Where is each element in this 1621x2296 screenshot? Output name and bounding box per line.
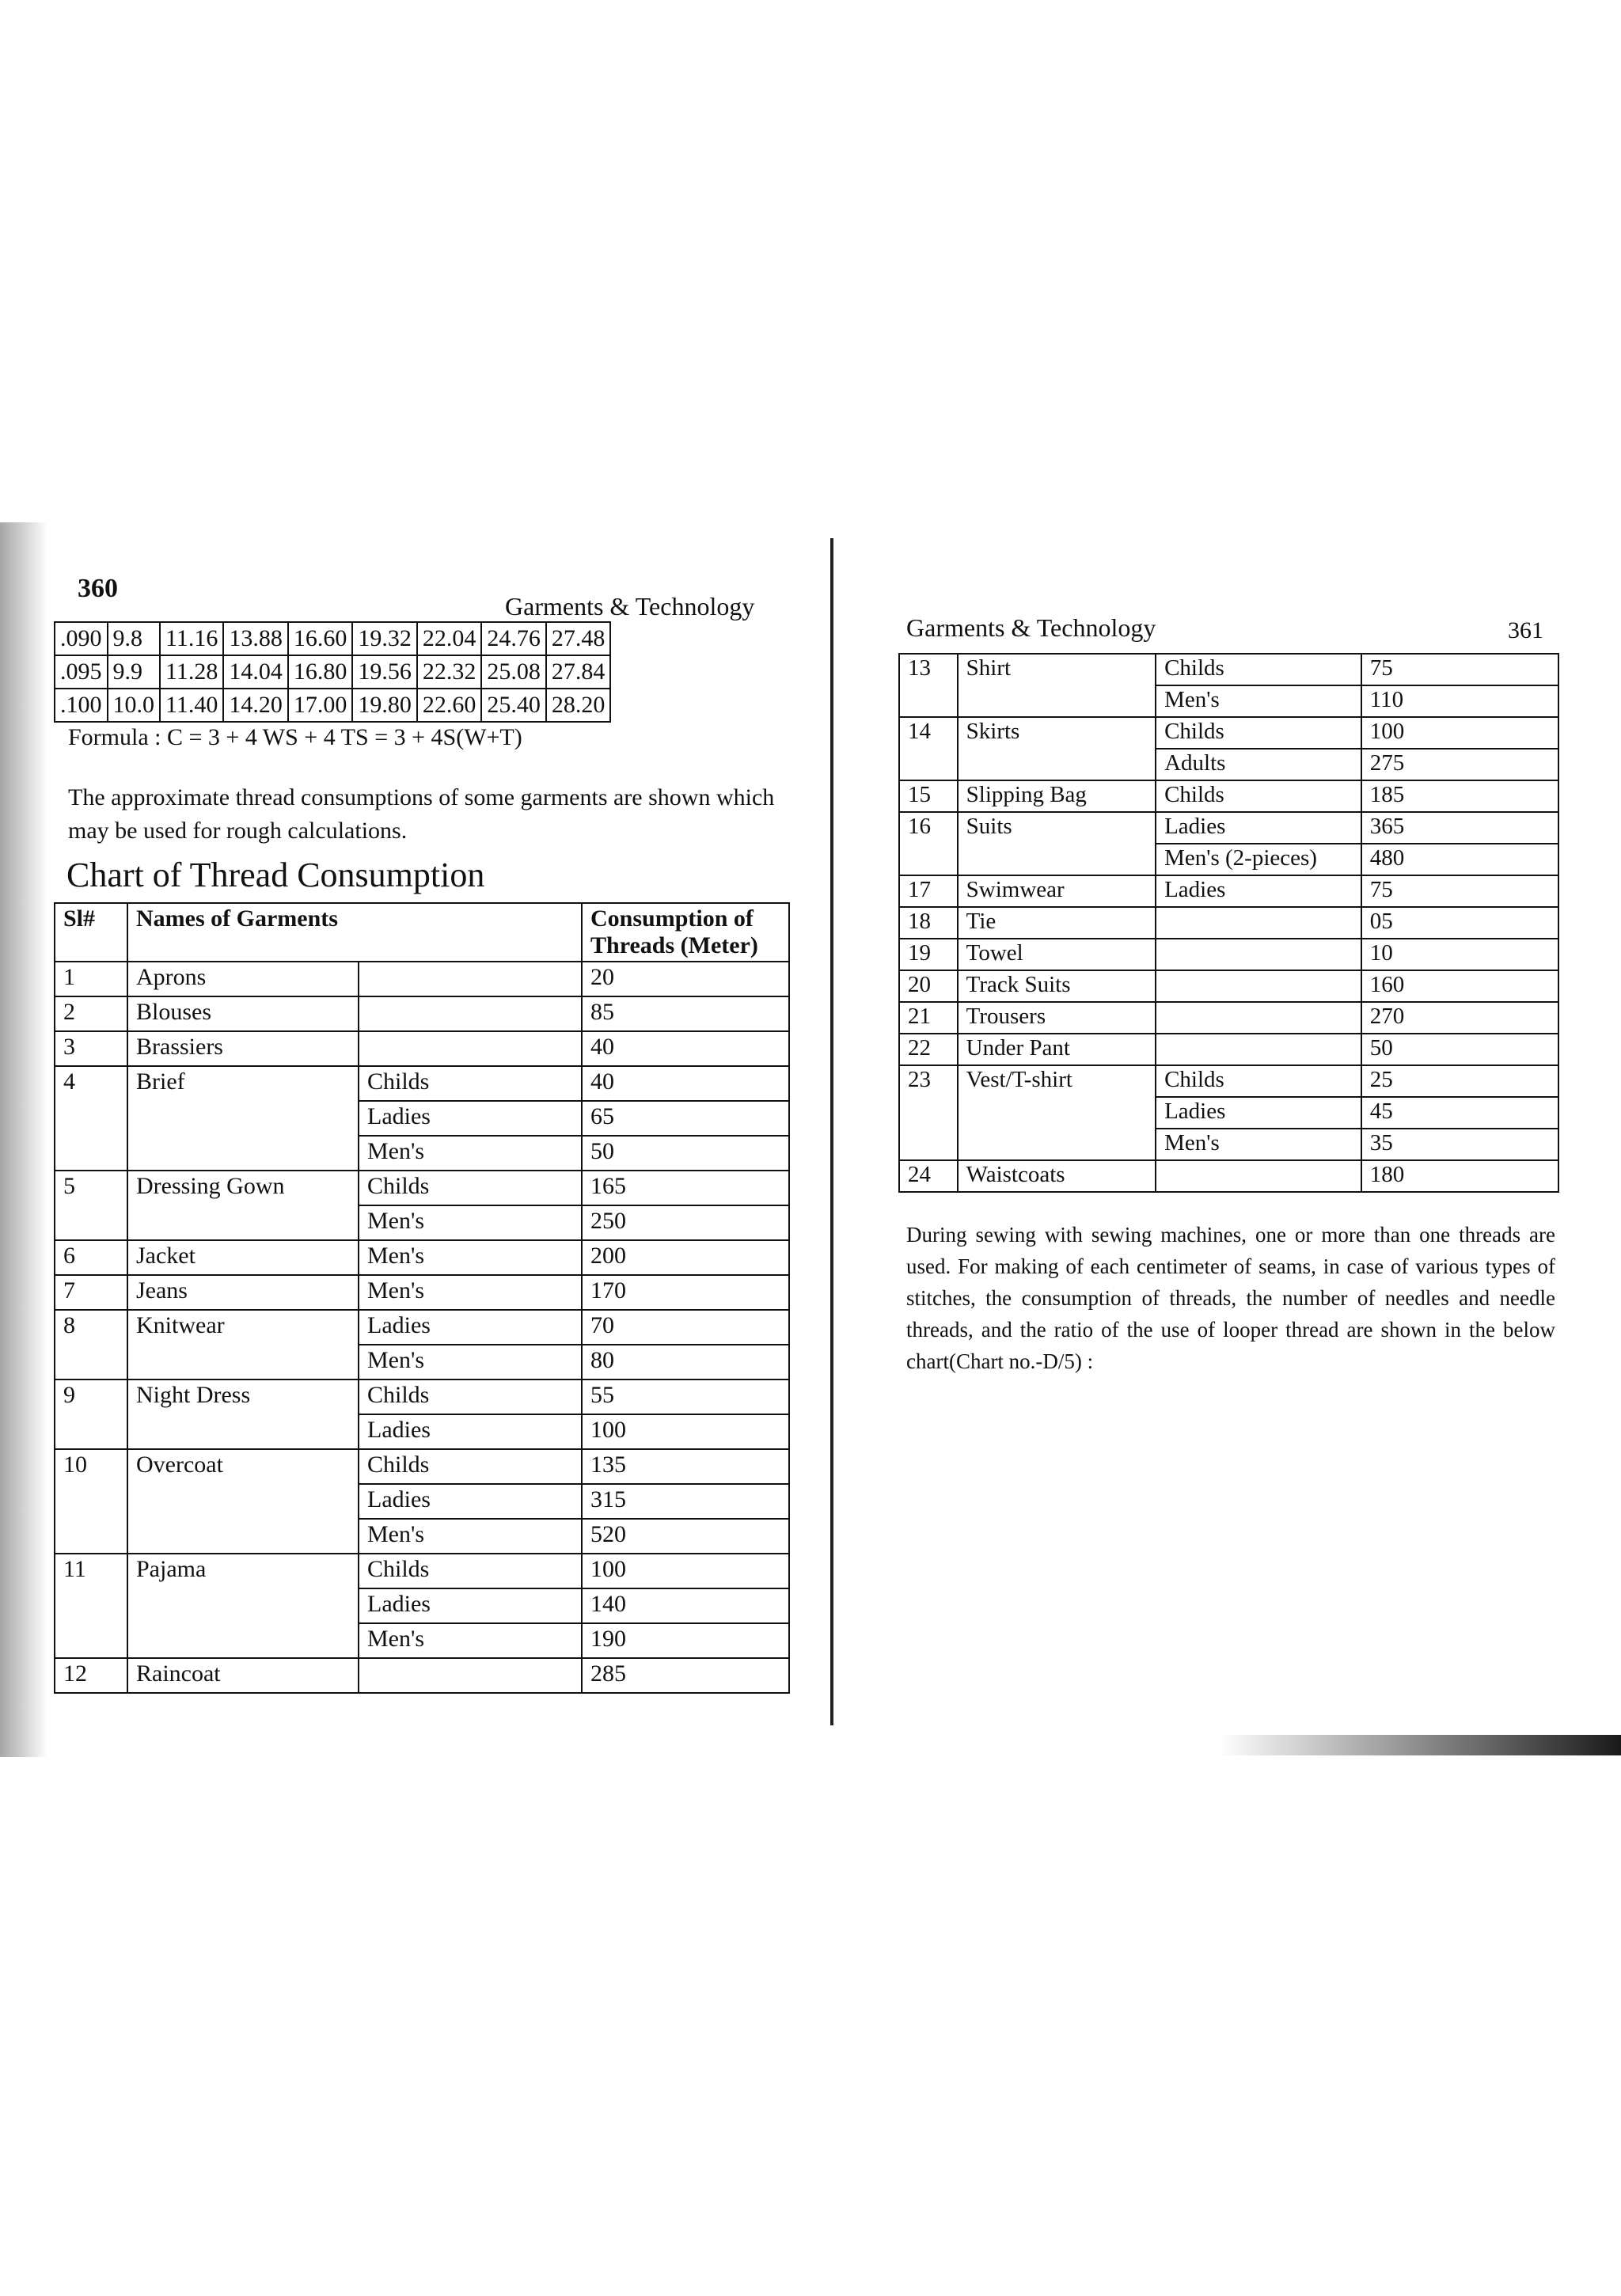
garment-category: Ladies	[1156, 875, 1361, 907]
garment-category: Ladies	[359, 1588, 582, 1623]
top-values-table	[54, 621, 611, 723]
table-row	[55, 1379, 789, 1414]
garment-category: Childs	[1156, 717, 1361, 749]
garment-category: Men's (2-pieces)	[1156, 844, 1361, 875]
consumption-value: 270	[1361, 1002, 1558, 1034]
garment-category: Childs	[359, 1379, 582, 1414]
consumption-value: 45	[1361, 1097, 1558, 1129]
garment-category: Men's	[1156, 1129, 1361, 1160]
consumption-value: 160	[1361, 970, 1558, 1002]
book-spine	[830, 538, 833, 1725]
intro-paragraph: The approximate thread consumptions of some garments are shown which may be used for rough calculations.	[68, 784, 775, 844]
page-number-right: 361	[1508, 617, 1543, 643]
garment-category	[359, 1031, 582, 1066]
table-row	[899, 1034, 1558, 1065]
consumption-value: 65	[582, 1101, 789, 1136]
row-serial: 24	[899, 1160, 958, 1192]
row-serial: 16	[899, 812, 958, 875]
garment-category: Ladies	[359, 1484, 582, 1519]
garment-category: Men's	[359, 1519, 582, 1554]
consumption-value: 55	[582, 1379, 789, 1414]
top-table-row	[55, 689, 610, 722]
table-row	[55, 1171, 789, 1205]
consumption-value: 70	[582, 1310, 789, 1345]
garment-category: Men's	[359, 1345, 582, 1379]
table-row	[55, 1554, 789, 1588]
consumption-value: 520	[582, 1519, 789, 1554]
consumption-value: 05	[1361, 907, 1558, 939]
garment-name: Under Pant	[958, 1034, 1156, 1065]
thread-consumption-table-left	[54, 902, 790, 1694]
consumption-value: 315	[582, 1484, 789, 1519]
row-serial: 2	[55, 996, 127, 1031]
consumption-value: 10	[1361, 939, 1558, 970]
garment-name: Skirts	[958, 717, 1156, 780]
top-table-cell: .100	[55, 689, 108, 722]
consumption-value: 140	[582, 1588, 789, 1623]
garment-name: Brassiers	[127, 1031, 359, 1066]
consumption-value: 100	[582, 1414, 789, 1449]
row-serial: 15	[899, 780, 958, 812]
table-header-row	[55, 903, 789, 962]
row-serial: 18	[899, 907, 958, 939]
consumption-value: 35	[1361, 1129, 1558, 1160]
garment-name: Waistcoats	[958, 1160, 1156, 1192]
top-table-cell: 11.16	[160, 622, 223, 655]
garment-name: Night Dress	[127, 1379, 359, 1449]
consumption-value: 200	[582, 1240, 789, 1275]
top-table-cell: 9.8	[108, 622, 161, 655]
consumption-value: 165	[582, 1171, 789, 1205]
garment-category: Men's	[359, 1136, 582, 1171]
garment-category: Childs	[359, 1171, 582, 1205]
garment-category: Childs	[359, 1554, 582, 1588]
top-table-cell: 25.08	[481, 655, 546, 689]
header-consumption: Consumption of Threads (Meter)	[582, 903, 789, 962]
garment-category	[359, 962, 582, 996]
garment-category: Childs	[359, 1449, 582, 1484]
table-row	[55, 1240, 789, 1275]
top-table-cell: 11.40	[160, 689, 223, 722]
consumption-value: 85	[582, 996, 789, 1031]
body-paragraph: During sewing with sewing machines, one or more than one threads are used. For making of each centimeter of seams, in case of various types of stitches, the consumption of threads, the number of needles and needle threads, and the ratio of the use of looper thread are shown in the below chart(Chart no.-D/5) :	[906, 1223, 1555, 1373]
table-row	[899, 970, 1558, 1002]
consumption-value: 50	[582, 1136, 789, 1171]
garment-name: Jacket	[127, 1240, 359, 1275]
table-row	[899, 1065, 1558, 1097]
thread-consumption-table-right	[898, 653, 1559, 1193]
consumption-value: 25	[1361, 1065, 1558, 1097]
consumption-value: 275	[1361, 749, 1558, 780]
garment-name: Swimwear	[958, 875, 1156, 907]
consumption-value: 180	[1361, 1160, 1558, 1192]
garment-name: Pajama	[127, 1554, 359, 1658]
consumption-value: 100	[1361, 717, 1558, 749]
top-table-cell: 25.40	[481, 689, 546, 722]
top-table-cell: 13.88	[223, 622, 288, 655]
scan-shadow-bottom	[1219, 1735, 1621, 1755]
garment-name: Blouses	[127, 996, 359, 1031]
table-row	[55, 1449, 789, 1484]
top-table-cell: 28.20	[546, 689, 611, 722]
top-table-cell: 24.76	[481, 622, 546, 655]
garment-category: Men's	[359, 1205, 582, 1240]
garment-category	[1156, 1034, 1361, 1065]
consumption-value: 365	[1361, 812, 1558, 844]
consumption-value: 480	[1361, 844, 1558, 875]
consumption-value: 40	[582, 1031, 789, 1066]
top-table-cell: .095	[55, 655, 108, 689]
garment-name: Tie	[958, 907, 1156, 939]
table-row	[899, 812, 1558, 844]
consumption-value: 75	[1361, 875, 1558, 907]
running-head-right: Garments & Technology	[906, 613, 1156, 642]
top-table-cell: 14.04	[223, 655, 288, 689]
row-serial: 22	[899, 1034, 958, 1065]
top-table-cell: 22.60	[417, 689, 482, 722]
right-page	[898, 605, 1559, 1729]
garment-category: Childs	[359, 1066, 582, 1101]
table-row	[899, 875, 1558, 907]
garment-category: Men's	[359, 1275, 582, 1310]
consumption-value: 20	[582, 962, 789, 996]
header-sl: Sl#	[55, 903, 127, 962]
table-row	[899, 939, 1558, 970]
top-table-cell: 22.04	[417, 622, 482, 655]
header-names: Names of Garments	[127, 903, 582, 962]
garment-category: Ladies	[359, 1414, 582, 1449]
row-serial: 13	[899, 654, 958, 717]
garment-name: Trousers	[958, 1002, 1156, 1034]
row-serial: 19	[899, 939, 958, 970]
table-row	[55, 1275, 789, 1310]
row-serial: 1	[55, 962, 127, 996]
garment-category: Men's	[1156, 685, 1361, 717]
garment-category	[359, 996, 582, 1031]
garment-category: Ladies	[1156, 1097, 1361, 1129]
garment-category	[1156, 939, 1361, 970]
garment-name: Knitwear	[127, 1310, 359, 1379]
garment-name: Jeans	[127, 1275, 359, 1310]
garment-category: Ladies	[359, 1310, 582, 1345]
garment-category: Childs	[1156, 780, 1361, 812]
top-table-cell: 22.32	[417, 655, 482, 689]
consumption-value: 100	[582, 1554, 789, 1588]
top-table-cell: 10.0	[108, 689, 161, 722]
garment-category	[359, 1658, 582, 1693]
running-head: Garments & Technology	[505, 592, 755, 620]
top-table-cell: 11.28	[160, 655, 223, 689]
row-serial: 17	[899, 875, 958, 907]
page-number: 360	[78, 574, 118, 603]
top-table-cell: 9.9	[108, 655, 161, 689]
consumption-value: 135	[582, 1449, 789, 1484]
garment-name: Aprons	[127, 962, 359, 996]
top-table-cell: 27.84	[546, 655, 611, 689]
consumption-value: 110	[1361, 685, 1558, 717]
garment-name: Towel	[958, 939, 1156, 970]
table-row	[55, 962, 789, 996]
row-serial: 14	[899, 717, 958, 780]
row-serial: 23	[899, 1065, 958, 1160]
garment-category: Men's	[359, 1623, 582, 1658]
table-row	[55, 1031, 789, 1066]
top-table-cell: 27.48	[546, 622, 611, 655]
top-table-row	[55, 622, 610, 655]
garment-name: Overcoat	[127, 1449, 359, 1554]
table-row	[55, 996, 789, 1031]
top-table-cell: .090	[55, 622, 108, 655]
garment-category: Ladies	[1156, 812, 1361, 844]
table-row	[899, 717, 1558, 749]
formula: Formula : C = 3 + 4 WS + 4 TS = 3 + 4S(W+T)	[68, 724, 522, 750]
consumption-value: 250	[582, 1205, 789, 1240]
table-row	[55, 1066, 789, 1101]
left-page	[54, 566, 798, 1745]
garment-category	[1156, 970, 1361, 1002]
consumption-value: 75	[1361, 654, 1558, 685]
consumption-value: 80	[582, 1345, 789, 1379]
top-table-cell: 19.32	[352, 622, 417, 655]
garment-category: Childs	[1156, 654, 1361, 685]
row-serial: 12	[55, 1658, 127, 1693]
garment-name: Brief	[127, 1066, 359, 1171]
garment-category	[1156, 1160, 1361, 1192]
garment-category	[1156, 1002, 1361, 1034]
chart-title: Chart of Thread Consumption	[66, 856, 485, 894]
top-table-cell: 19.56	[352, 655, 417, 689]
garment-category: Men's	[359, 1240, 582, 1275]
table-row	[899, 907, 1558, 939]
garment-name: Slipping Bag	[958, 780, 1156, 812]
top-table-row	[55, 655, 610, 689]
row-serial: 8	[55, 1310, 127, 1379]
row-serial: 11	[55, 1554, 127, 1658]
row-serial: 6	[55, 1240, 127, 1275]
table-row	[55, 1658, 789, 1693]
row-serial: 20	[899, 970, 958, 1002]
table-row	[899, 780, 1558, 812]
garment-name: Shirt	[958, 654, 1156, 717]
top-table-cell: 16.80	[288, 655, 353, 689]
garment-name: Raincoat	[127, 1658, 359, 1693]
consumption-value: 50	[1361, 1034, 1558, 1065]
garment-category: Ladies	[359, 1101, 582, 1136]
top-table-cell: 19.80	[352, 689, 417, 722]
row-serial: 4	[55, 1066, 127, 1171]
row-serial: 10	[55, 1449, 127, 1554]
garment-name: Track Suits	[958, 970, 1156, 1002]
consumption-value: 185	[1361, 780, 1558, 812]
top-table-cell: 14.20	[223, 689, 288, 722]
garment-name: Vest/T-shirt	[958, 1065, 1156, 1160]
consumption-value: 285	[582, 1658, 789, 1693]
table-row	[899, 654, 1558, 685]
consumption-value: 40	[582, 1066, 789, 1101]
top-table-cell: 17.00	[288, 689, 353, 722]
garment-category	[1156, 907, 1361, 939]
row-serial: 7	[55, 1275, 127, 1310]
scan-shadow-left	[0, 522, 47, 1757]
row-serial: 3	[55, 1031, 127, 1066]
row-serial: 9	[55, 1379, 127, 1449]
consumption-value: 190	[582, 1623, 789, 1658]
garment-category: Adults	[1156, 749, 1361, 780]
garment-name: Dressing Gown	[127, 1171, 359, 1240]
consumption-value: 170	[582, 1275, 789, 1310]
garment-name: Suits	[958, 812, 1156, 875]
row-serial: 5	[55, 1171, 127, 1240]
table-row	[899, 1160, 1558, 1192]
table-row	[899, 1002, 1558, 1034]
garment-category: Childs	[1156, 1065, 1361, 1097]
table-row	[55, 1310, 789, 1345]
row-serial: 21	[899, 1002, 958, 1034]
top-table-cell: 16.60	[288, 622, 353, 655]
